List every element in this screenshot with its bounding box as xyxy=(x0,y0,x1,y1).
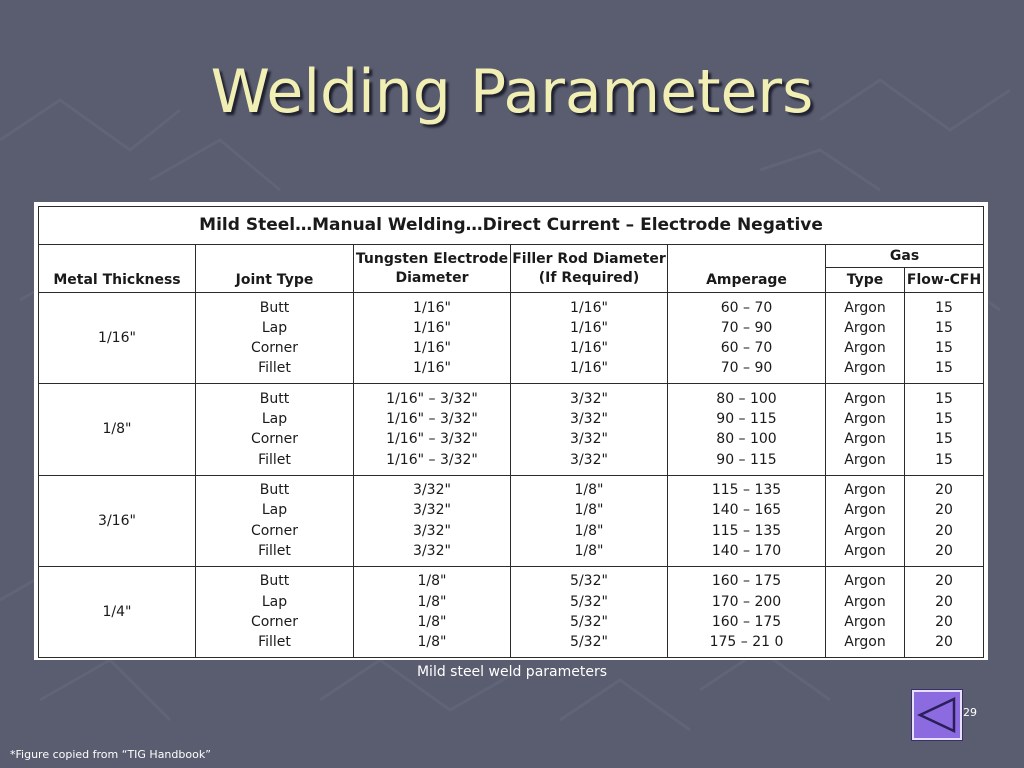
cell-line: Argon xyxy=(844,522,886,539)
cell-line: 1/16" xyxy=(570,340,608,357)
cell-line: Argon xyxy=(844,411,886,428)
cell-line: 1/16" xyxy=(570,360,608,377)
cell-line: 90 – 115 xyxy=(716,411,777,428)
cell-line: Argon xyxy=(844,613,886,630)
cell-line: Butt xyxy=(259,573,290,590)
cell-line: 1/16" xyxy=(413,299,451,316)
figure-caption: Mild steel weld parameters xyxy=(416,664,608,680)
cell-line: 1/16" xyxy=(570,319,608,336)
flow-cell xyxy=(905,293,984,384)
header-tungsten-diameter: Tungsten Electrode Diameter xyxy=(354,245,511,293)
cell-line: Argon xyxy=(844,431,886,448)
footnote: *Figure copied from “TIG Handbook” xyxy=(10,748,211,761)
cell-line: 15 xyxy=(935,451,953,468)
cell-line: 140 – 165 xyxy=(711,502,782,519)
cell-line: 15 xyxy=(935,319,953,336)
triangle-left-icon xyxy=(917,696,957,734)
cell-line: 170 – 200 xyxy=(711,593,782,610)
cell-line: Butt xyxy=(259,390,290,407)
cell-line: 1/8" xyxy=(574,482,604,499)
cell-line: 15 xyxy=(935,299,953,316)
cell-line: Corner xyxy=(250,340,299,357)
cell-line: 1/16" xyxy=(413,360,451,377)
cell-line: Lap xyxy=(261,502,288,519)
cell-line: 15 xyxy=(935,340,953,357)
cell-line: Fillet xyxy=(258,634,291,651)
cell-line: 20 xyxy=(935,542,953,559)
cell-line: 80 – 100 xyxy=(716,390,777,407)
cell-line: Argon xyxy=(844,482,886,499)
metal-thickness-cell: 1/16" xyxy=(39,293,196,384)
cell-line: 140 – 170 xyxy=(711,542,782,559)
cell-line: 5/32" xyxy=(570,613,608,630)
cell-line: 175 – 21 0 xyxy=(709,634,784,651)
cell-line: 3/32" xyxy=(570,390,608,407)
cell-line: Corner xyxy=(250,522,299,539)
filler-cell xyxy=(511,475,668,566)
header-gas: Gas xyxy=(826,245,984,268)
cell-line: Argon xyxy=(844,360,886,377)
cell-line: 1/8" xyxy=(417,613,447,630)
tungsten-cell xyxy=(354,475,511,566)
cell-line: 1/8" xyxy=(574,522,604,539)
tungsten-cell xyxy=(354,384,511,475)
joint-type-cell xyxy=(196,384,354,475)
cell-line: 160 – 175 xyxy=(711,613,782,630)
joint-type-cell xyxy=(196,475,354,566)
tungsten-cell xyxy=(354,566,511,657)
cell-line: 160 – 175 xyxy=(711,573,782,590)
filler-cell xyxy=(511,566,668,657)
metal-thickness-cell: 1/4" xyxy=(39,566,196,657)
cell-line: Fillet xyxy=(258,542,291,559)
page-number: 29 xyxy=(963,706,977,719)
gas-type-cell xyxy=(826,566,905,657)
cell-line: 1/16" – 3/32" xyxy=(386,411,478,428)
cell-line: Argon xyxy=(844,573,886,590)
cell-line: 1/8" xyxy=(417,593,447,610)
cell-line: 15 xyxy=(935,390,953,407)
flow-cell xyxy=(905,384,984,475)
flow-cell xyxy=(905,475,984,566)
header-flow-cfh: Flow-CFH xyxy=(905,268,984,293)
amperage-cell xyxy=(668,475,826,566)
cell-line: Lap xyxy=(261,319,288,336)
cell-line: 1/8" xyxy=(574,502,604,519)
filler-cell xyxy=(511,384,668,475)
joint-type-cell xyxy=(196,566,354,657)
cell-line: 15 xyxy=(935,411,953,428)
cell-line: 20 xyxy=(935,613,953,630)
joint-type-cell xyxy=(196,293,354,384)
cell-line: 3/32" xyxy=(413,542,451,559)
cell-line: 1/16" xyxy=(413,340,451,357)
metal-thickness-cell: 1/8" xyxy=(39,384,196,475)
cell-line: 20 xyxy=(935,502,953,519)
amperage-cell xyxy=(668,293,826,384)
cell-line: 90 – 115 xyxy=(716,451,777,468)
cell-line: 20 xyxy=(935,634,953,651)
header-amperage: Amperage xyxy=(668,245,826,293)
back-button[interactable] xyxy=(912,690,962,740)
table-caption: Mild Steel…Manual Welding…Direct Current – Electrode Negative xyxy=(39,207,984,245)
cell-line: Corner xyxy=(250,613,299,630)
tungsten-cell xyxy=(354,293,511,384)
cell-line: Argon xyxy=(844,502,886,519)
cell-line: 15 xyxy=(935,431,953,448)
cell-line: 60 – 70 xyxy=(720,299,773,316)
flow-cell xyxy=(905,566,984,657)
cell-line: Argon xyxy=(844,542,886,559)
cell-line: Corner xyxy=(250,431,299,448)
cell-line: 3/32" xyxy=(570,411,608,428)
gas-type-cell xyxy=(826,475,905,566)
welding-parameters-table xyxy=(38,206,984,658)
header-joint-type: Joint Type xyxy=(196,245,354,293)
header-filler-rod-diameter: Filler Rod Diameter (If Required) xyxy=(511,245,668,293)
table-row xyxy=(39,475,984,566)
cell-line: 5/32" xyxy=(570,634,608,651)
gas-type-cell xyxy=(826,384,905,475)
cell-line: 20 xyxy=(935,573,953,590)
table-row xyxy=(39,566,984,657)
cell-line: Lap xyxy=(261,411,288,428)
cell-line: 1/8" xyxy=(574,542,604,559)
cell-line: Argon xyxy=(844,299,886,316)
amperage-cell xyxy=(668,566,826,657)
cell-line: 3/32" xyxy=(413,482,451,499)
cell-line: Butt xyxy=(259,299,290,316)
cell-line: 1/8" xyxy=(417,634,447,651)
cell-line: 20 xyxy=(935,593,953,610)
cell-line: 70 – 90 xyxy=(720,360,773,377)
cell-line: 3/32" xyxy=(570,431,608,448)
cell-line: Argon xyxy=(844,340,886,357)
header-metal-thickness: Metal Thickness xyxy=(39,245,196,293)
welding-parameters-table-frame xyxy=(34,202,988,660)
table-row xyxy=(39,384,984,475)
cell-line: 20 xyxy=(935,482,953,499)
cell-line: Lap xyxy=(261,593,288,610)
cell-line: 60 – 70 xyxy=(720,340,773,357)
gas-type-cell xyxy=(826,293,905,384)
cell-line: 20 xyxy=(935,522,953,539)
cell-line: 1/16" xyxy=(413,319,451,336)
cell-line: 15 xyxy=(935,360,953,377)
cell-line: 115 – 135 xyxy=(711,522,782,539)
cell-line: 1/8" xyxy=(417,573,447,590)
cell-line: 1/16" – 3/32" xyxy=(386,431,478,448)
cell-line: Argon xyxy=(844,593,886,610)
cell-line: 5/32" xyxy=(570,573,608,590)
table-row xyxy=(39,293,984,384)
cell-line: Fillet xyxy=(258,451,291,468)
cell-line: 115 – 135 xyxy=(711,482,782,499)
filler-cell xyxy=(511,293,668,384)
cell-line: 70 – 90 xyxy=(720,319,773,336)
cell-line: 1/16" xyxy=(570,299,608,316)
metal-thickness-cell: 3/16" xyxy=(39,475,196,566)
amperage-cell xyxy=(668,384,826,475)
cell-line: 3/32" xyxy=(413,502,451,519)
cell-line: Argon xyxy=(844,390,886,407)
cell-line: Argon xyxy=(844,634,886,651)
cell-line: 80 – 100 xyxy=(716,431,777,448)
cell-line: 1/16" – 3/32" xyxy=(386,390,478,407)
header-gas-type: Type xyxy=(826,268,905,293)
slide-title: Welding Parameters xyxy=(210,57,814,127)
cell-line: Argon xyxy=(844,319,886,336)
cell-line: 3/32" xyxy=(413,522,451,539)
cell-line: 5/32" xyxy=(570,593,608,610)
cell-line: Argon xyxy=(844,451,886,468)
cell-line: Butt xyxy=(259,482,290,499)
cell-line: 1/16" – 3/32" xyxy=(386,451,478,468)
cell-line: Fillet xyxy=(258,360,291,377)
cell-line: 3/32" xyxy=(570,451,608,468)
